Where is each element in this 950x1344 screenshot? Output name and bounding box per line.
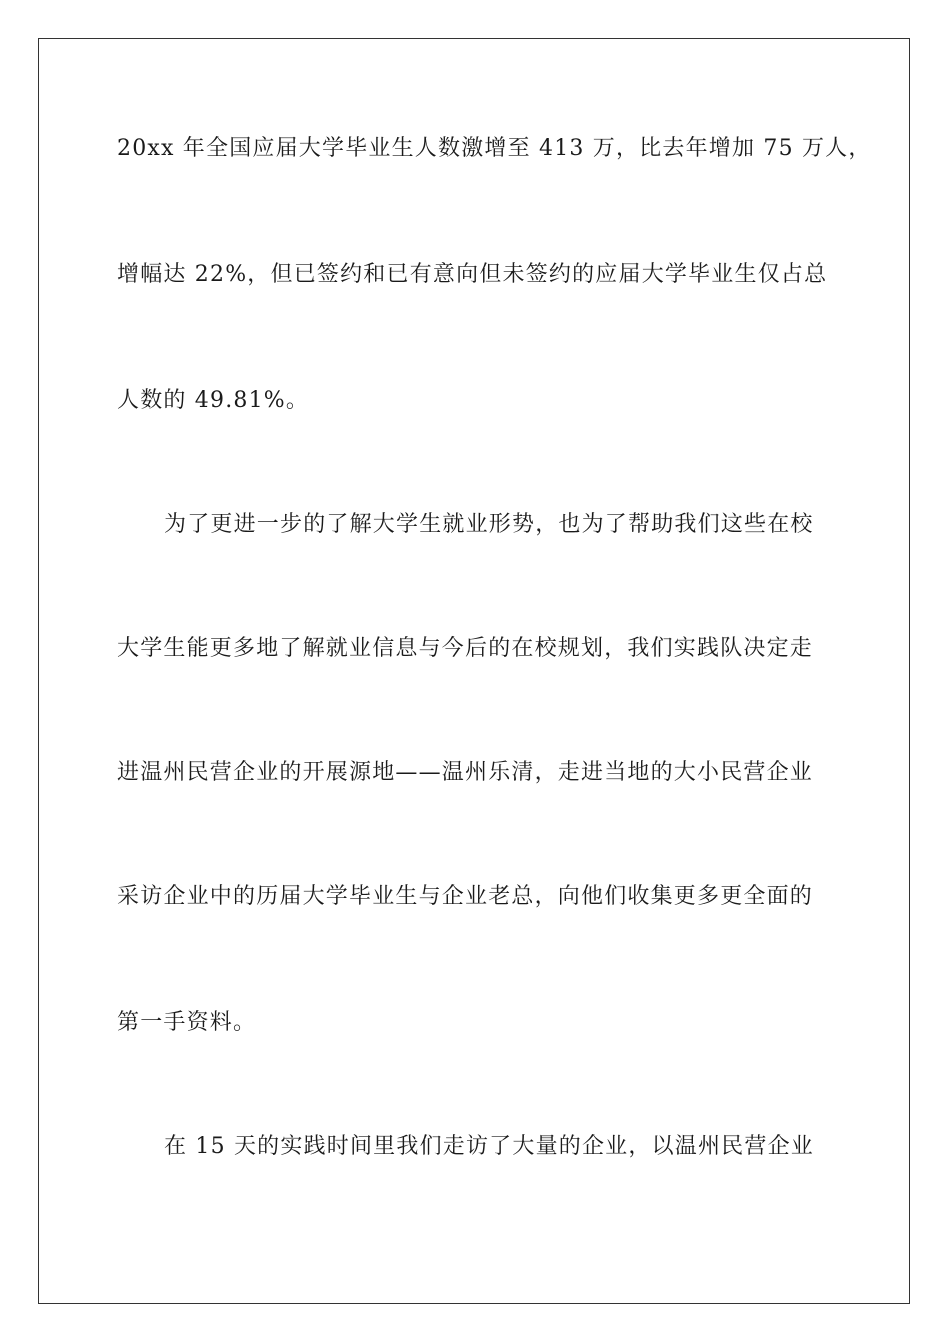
paragraph-line-5: 大学生能更多地了解就业信息与今后的在校规划，我们实践队决定走 <box>117 636 814 661</box>
paragraph-line-3: 人数的 49.81%。 <box>117 388 310 413</box>
paragraph-line-9: 在 15 天的实践时间里我们走访了大量的企业，以温州民营企业 <box>164 1134 814 1159</box>
paragraph-line-7: 采访企业中的历届大学毕业生与企业老总，向他们收集更多更全面的 <box>117 884 814 909</box>
paragraph-line-8: 第一手资料。 <box>117 1010 257 1035</box>
page-border <box>38 38 910 1304</box>
paragraph-line-6: 进温州民营企业的开展源地——温州乐清，走进当地的大小民营企业 <box>117 760 814 785</box>
paragraph-line-1: 20xx 年全国应届大学毕业生人数激增至 413 万，比去年增加 75 万人， <box>117 136 872 161</box>
paragraph-line-2: 增幅达 22%，但已签约和已有意向但未签约的应届大学毕业生仅占总 <box>117 262 828 287</box>
paragraph-line-4: 为了更进一步的了解大学生就业形势，也为了帮助我们这些在校 <box>164 512 814 537</box>
